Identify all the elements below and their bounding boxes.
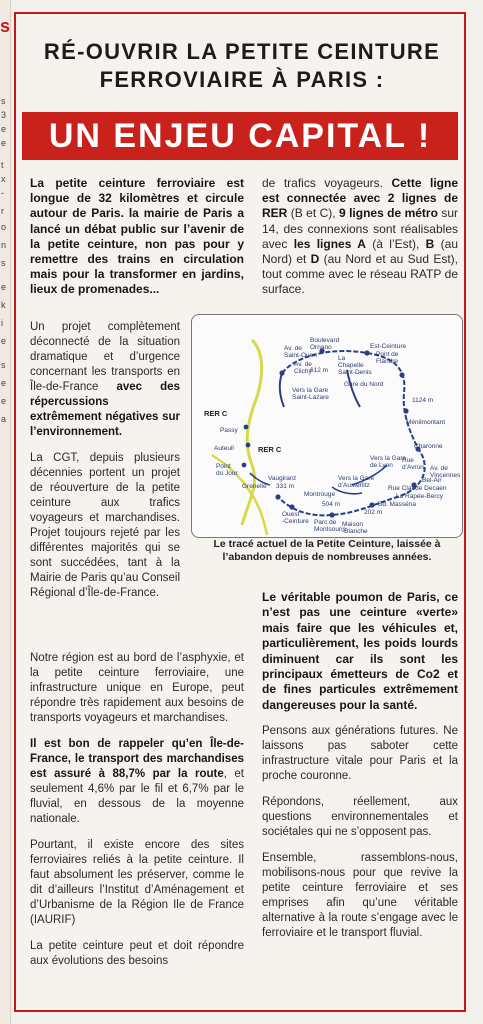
text-run: (B et C), bbox=[287, 206, 339, 221]
text-run: , et seulement 4,6% par le fil et 6,7% par le fluvial, en dessous de la moyenne nationale. bbox=[30, 768, 245, 825]
label-1124m: 1124 m bbox=[412, 397, 434, 404]
adjacent-fragment: e bbox=[1, 282, 7, 292]
label-pont-flandre: Pont de Flandre bbox=[376, 351, 399, 365]
text-run: de trafics voyageurs. bbox=[262, 176, 392, 190]
lower-right-column bbox=[262, 590, 458, 952]
label-passy: Passy bbox=[220, 427, 238, 434]
label-montrouge: Montrouge bbox=[304, 491, 336, 498]
label-auteuil: Auteuil bbox=[214, 445, 234, 452]
station-marker bbox=[246, 443, 251, 448]
title-line-1: RÉ-OUVRIR LA PETITE CEINTURE bbox=[43, 39, 441, 64]
label-rue-claude-decaen: Rue Claude Decaen bbox=[388, 485, 447, 492]
text-run: sur 14, des connexions sont réalisables avec bbox=[262, 206, 458, 251]
adjacent-fragment: e bbox=[1, 336, 7, 346]
paragraph: Répondons, réellement, aux questions environnementales et sociétales qui ne s’opposent pas. bbox=[262, 796, 458, 839]
label-av-vincennes: Av. de Vincennes bbox=[430, 465, 461, 479]
adjacent-page-letter: s bbox=[0, 16, 10, 36]
label-rer-c-top: RER C bbox=[204, 409, 228, 418]
station-marker bbox=[242, 463, 247, 468]
station-marker bbox=[329, 512, 334, 517]
lower-left-column bbox=[30, 651, 244, 980]
text-run: Un projet complètement déconnecté de la situation dramatique et d’urgence concernant les transports en Île-de-France bbox=[30, 321, 180, 393]
text-run-bold: B bbox=[425, 236, 435, 251]
adjacent-fragment: r bbox=[1, 206, 4, 216]
paragraph bbox=[30, 320, 180, 440]
label-vers-gare-lyon: Vers la Gare de Lyon bbox=[370, 455, 407, 469]
adjacent-fragment: o bbox=[1, 222, 7, 232]
label-av-saint-ouen: Av. de Saint-Ouen bbox=[284, 345, 317, 359]
label-maison-blanche: Maison -Blanche bbox=[342, 521, 368, 535]
paragraph: Pensons aux générations futures. Ne laissons pas saboter cette infrastructure vitale pour Paris et la proche couronne. bbox=[262, 725, 458, 783]
label-504m: 504 m bbox=[322, 501, 341, 508]
label-gare-nord: Gare du Nord bbox=[344, 381, 384, 388]
adjacent-fragment: n bbox=[1, 240, 7, 250]
map-caption: Le tracé actuel de la Petite Ceinture, laissée à l’abandon depuis de nombreuses années. bbox=[213, 538, 441, 563]
title-line-2: FERROVIAIRE À PARIS : bbox=[99, 67, 385, 92]
adjacent-fragment: e bbox=[1, 378, 7, 388]
text-run-bold: 9 lignes de métro bbox=[338, 206, 438, 221]
text-run-bold: Il est bon de rappeler qu’en Île-de-France, le transport des marchandises est assuré à 88,7% par la route bbox=[30, 738, 244, 780]
label-boulevard-ornano: Boulevard Ornano bbox=[310, 337, 340, 351]
paragraph: Pourtant, il existe encore des sites ferroviaires reliés à la petite ceinture. Il faut absolument les préserver, comme le dit d’ailleurs l’Institut d’Aménagement et d’Urbanisme de la Région Ile de France (IAURIF) bbox=[30, 839, 244, 926]
label-point-jour: Point du Jour bbox=[216, 463, 238, 477]
label-menilmontant: Ménilmontant bbox=[406, 419, 446, 426]
label-charonne: Charonne bbox=[414, 443, 443, 450]
headline-banner: UN ENJEU CAPITAL ! bbox=[22, 112, 458, 160]
label-grenelle: Grenelle bbox=[242, 483, 267, 490]
label-612m: 612 m bbox=[310, 367, 329, 374]
ceinture-line-spur bbox=[280, 373, 284, 407]
adjacent-fragment: s bbox=[1, 96, 6, 106]
label-la-chapelle: La Chapelle Saint-Denis bbox=[338, 355, 372, 376]
petite-ceinture-map bbox=[191, 314, 463, 538]
adjacent-fragment: a bbox=[1, 414, 7, 424]
station-marker bbox=[275, 494, 280, 499]
paragraph: La CGT, depuis plusieurs décennies portent un projet de réouverture de la petite ceinture aux trafics voyageurs et marchandises. Projet toujours rejeté par les différentes majorités qui se sont succédées, tant à la Mairie de Paris qu’au Conseil Régional d’Île-de-France. bbox=[30, 452, 180, 599]
paragraph: Notre région est au bord de l’asphyxie, et la petite ceinture ferroviaire, une infrastructure unique en Europe, peut répondre très rapidement aux besoins de transports voyageurs et marchandises. bbox=[30, 652, 244, 724]
adjacent-fragment: s bbox=[1, 360, 6, 370]
station-marker bbox=[403, 408, 408, 413]
rer-c-line-north bbox=[242, 340, 262, 525]
label-ouest-ceinture: Ouest -Ceinture bbox=[282, 511, 309, 525]
adjacent-fragment: k bbox=[1, 300, 6, 310]
text-run-bold: D bbox=[310, 252, 320, 267]
paragraph: Le véritable poumon de Paris, ce n’est pas une ceinture «verte» mais faire que les véhicules et, particulièrement, les poids lourds diminuent car ils sont les principaux émetteurs de Co2 et de fines particules extrêmement dangereuses pour la santé. bbox=[262, 590, 458, 712]
intro-continuation bbox=[262, 176, 458, 298]
station-marker bbox=[289, 504, 294, 509]
adjacent-fragment: 3 bbox=[1, 110, 7, 120]
paragraph bbox=[30, 737, 244, 827]
label-bd-massena: Bd. Masséna bbox=[378, 501, 416, 508]
label-rue-avron: Rue d’Avron bbox=[402, 457, 424, 471]
adjacent-fragment: x bbox=[1, 174, 6, 184]
station-marker bbox=[244, 425, 249, 430]
label-331m: 331 m bbox=[276, 483, 295, 490]
text-run: (à l’Est), bbox=[365, 236, 426, 251]
paragraph: La petite ceinture peut et doit répondre aux évolutions des besoins bbox=[30, 940, 244, 967]
station-marker bbox=[399, 372, 404, 377]
station-marker bbox=[369, 502, 374, 507]
middle-column bbox=[30, 320, 180, 612]
label-vaugirard: Vaugirard bbox=[268, 475, 296, 482]
label-vers-austerlitz: Vers la Gare d’Austerlitz bbox=[338, 475, 375, 489]
intro-paragraph: La petite ceinture ferroviaire est longue de 32 kilomètres et circule autour de Paris. la mairie de Paris a lancé un débat public sur l’avenir de la petite ceinture, non pas pour y remettre des trains en circulation mais pour la transformer en jardins, lieux de promenades... bbox=[30, 176, 244, 297]
label-rer-c-bottom: RER C bbox=[258, 445, 282, 454]
label-vers-saint-lazare: Vers la Gare Saint-Lazare bbox=[292, 387, 329, 401]
text-run: (au Nord et au Sud Est), tout comme avec le réseau RATP de surface. bbox=[262, 252, 459, 297]
text-run-bold: Cette ligne est connectée avec 2 lignes de RER bbox=[262, 176, 458, 221]
text-run-bold: avec des répercussions extrêmement négatives sur l’environnement. bbox=[30, 381, 180, 438]
paragraph: Ensemble, rassemblons-nous, mobilisons-nous pour que revive la petite ceinture ferroviaire et ses emprises afin qu’une véritable alternative à la route s’engage avec le ferroviaire et le transport fluvial. bbox=[262, 852, 458, 940]
label-bel-air: Bel-Air bbox=[422, 477, 442, 484]
adjacent-page-strip bbox=[0, 0, 11, 1024]
adjacent-fragment: e bbox=[1, 124, 7, 134]
text-run-bold: les lignes A bbox=[293, 236, 366, 251]
adjacent-fragment: - bbox=[1, 188, 4, 198]
adjacent-fragment: i bbox=[1, 318, 3, 328]
adjacent-fragment: s bbox=[1, 258, 6, 268]
label-parc-montsouris: Parc de Montsouris bbox=[314, 519, 346, 533]
article-title bbox=[16, 38, 468, 94]
article-frame bbox=[14, 12, 466, 1012]
adjacent-fragment: t bbox=[1, 160, 4, 170]
label-av-clichy: Av. de Clichy bbox=[294, 361, 312, 375]
label-la-rapee: La Rapée-Bercy bbox=[396, 493, 443, 500]
text-run: (au Nord) et bbox=[262, 236, 458, 267]
station-marker bbox=[279, 370, 284, 375]
label-202m: 202 m bbox=[364, 509, 383, 516]
adjacent-fragment: e bbox=[1, 138, 7, 148]
label-est-ceinture: Est-Ceinture bbox=[370, 343, 407, 350]
adjacent-fragment: e bbox=[1, 396, 7, 406]
